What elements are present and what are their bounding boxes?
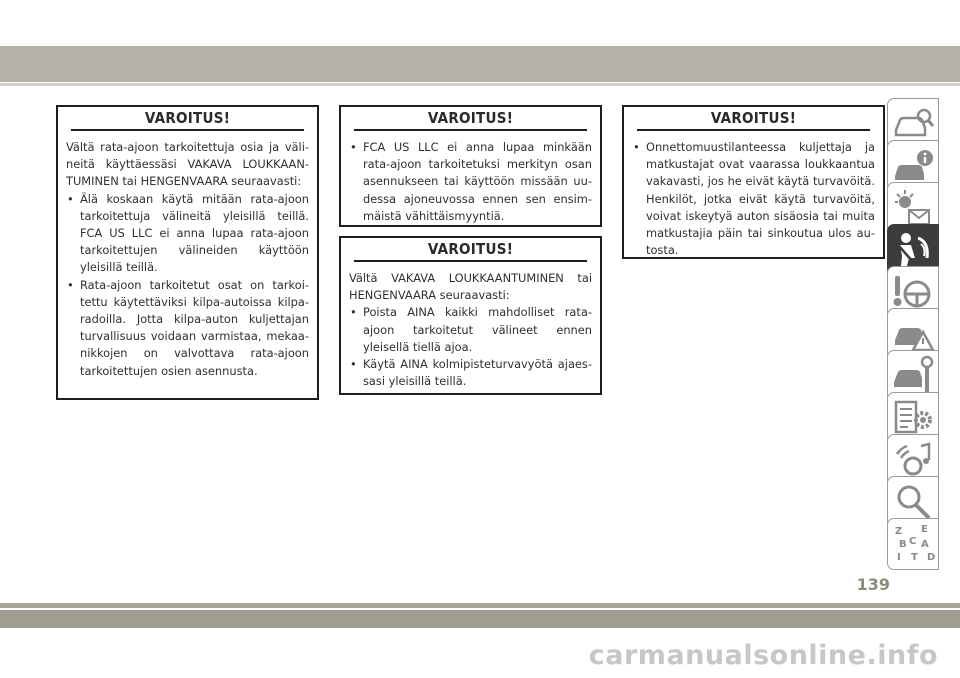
index-letter: D: [927, 552, 935, 563]
tab-index[interactable]: [887, 518, 939, 570]
warning-list: [66, 191, 309, 380]
warning-list: [349, 139, 592, 225]
warning-list-item: • Poista AINA kaikki mahdolliset rataajoon tarkoitetut välineet ennen yleisellä tiellä ajoa.: [349, 304, 592, 356]
page-number: 139: [856, 575, 890, 594]
warning-list-item: • FCA US LLC ei anna lupaa minkään rata-ajoon tarkoitetuksi merkityn osan asennukseen tai käyttöön missään uudessa ajoneuvossa ennen sen ensimmäistä vähittäismyyntiä.: [349, 139, 592, 225]
warning-list-item: • Älä koskaan käytä mitään rata-ajoon tarkoitettuja välineitä yleisillä teillä. FCA US LLC ei anna lupaa rata-ajoon tarkoitettujen välineiden käyttöön yleisillä teillä.: [66, 191, 309, 277]
warning-list-item: • Käytä AINA kolmipisteturvavyötä ajaessasi yleisillä teillä.: [349, 356, 592, 390]
top-decorative-band: [0, 0, 960, 60]
warning-box-public-roads: [339, 236, 602, 395]
warning-intro: Vältä VAKAVA LOUKKAANTUMINEN tai HENGENVAARA seuraavasti:: [349, 271, 592, 303]
warning-title: VAROITUS!: [637, 107, 870, 131]
warning-box-fca-authorization: [339, 105, 602, 227]
warning-list-item: • Rata-ajoon tarkoitetut osat on tarkoitettu käytettäviksi kilpa-autoissa kilparadoilla. Jotta kilpa-auton kuljettajan turvallisuus voidaan varmistaa, mekaanikkojen on valvottava rata-ajoon tarkoitettujen osien asennusta.: [66, 277, 309, 380]
watermark: carmanualsonline.info: [588, 640, 938, 671]
warning-box-track-parts: [56, 105, 319, 400]
warning-title: VAROITUS!: [354, 238, 587, 262]
bottom-decorative-band: [0, 603, 960, 633]
index-letter: E: [921, 524, 928, 535]
alphabet-index-icon: [891, 522, 935, 566]
index-letter: Z: [895, 526, 903, 537]
warning-title: VAROITUS!: [71, 107, 304, 131]
warning-list: [349, 304, 592, 390]
bottom-gray-bar: [0, 610, 960, 628]
top-gray-bar: [0, 46, 960, 82]
warning-list-item: • Onnettomuustilanteessa kuljettaja ja matkustajat ovat vaarassa loukkaantua vakavasti, jos he eivät käytä turvavöitä. Henkilöt, jotka eivät käytä turvavöitä, voivat iskeytyä auton sisäosia tai muita matkustajia päin tai sinkoutua ulos autosta.: [632, 139, 875, 259]
index-letter: T: [911, 552, 918, 563]
warning-list: [632, 139, 875, 259]
warning-intro: Vältä rata-ajoon tarkoitettuja osia ja välineitä käyttäessäsi VAKAVA LOUKKAANTUMINEN tai HENGENVAARA seuraavasti:: [66, 140, 309, 189]
bottom-thin-line: [0, 603, 960, 608]
index-letter: A: [921, 539, 929, 550]
warning-title: VAROITUS!: [354, 107, 587, 131]
index-letter: B: [899, 539, 907, 550]
index-letter: I: [897, 552, 901, 563]
index-letter: C: [909, 536, 917, 547]
warning-box-seatbelts: [622, 105, 885, 259]
